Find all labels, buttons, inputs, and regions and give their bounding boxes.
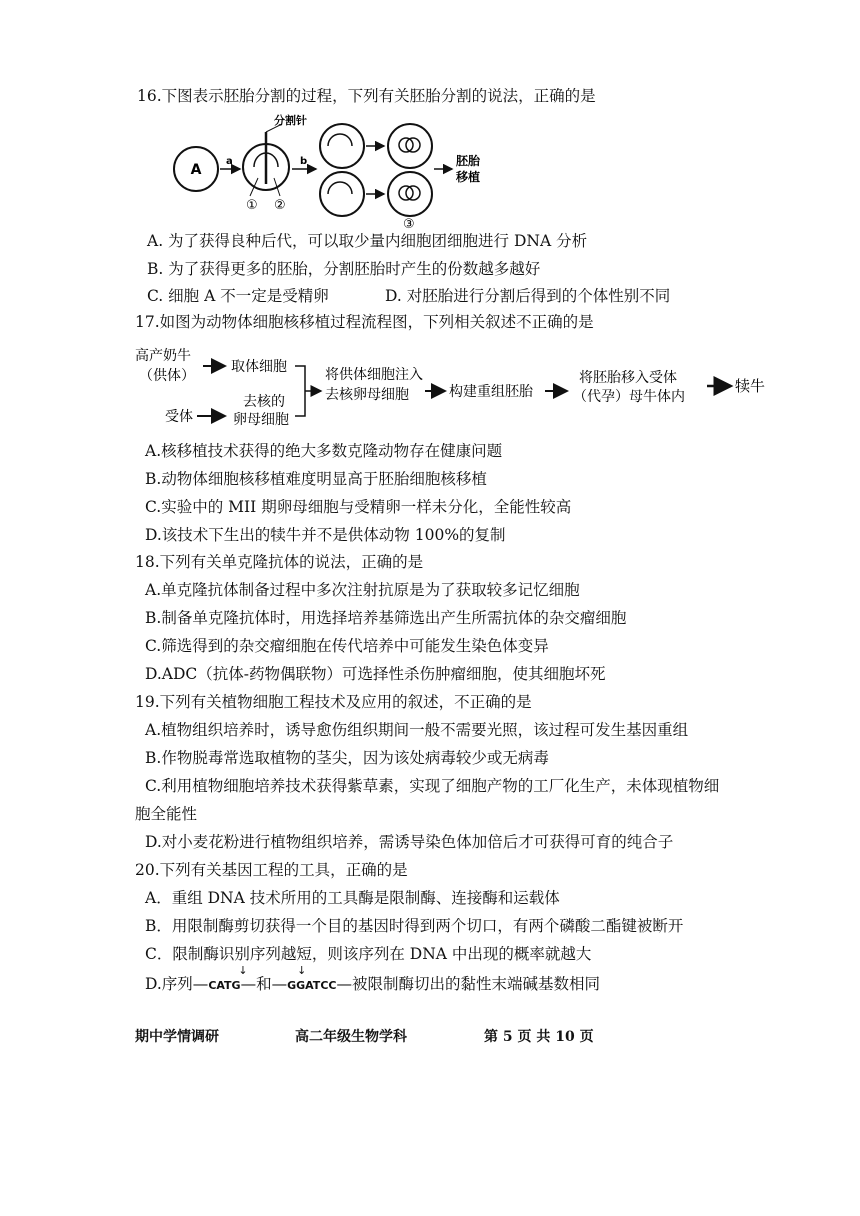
- q20-seq1: [208, 964, 248, 993]
- calf: 犊牛: [735, 377, 766, 395]
- donor-line2: （供体）: [139, 368, 195, 384]
- q18-option-c: C.筛选得到的杂交瘤细胞在传代培养中可能发生染色体变异: [145, 637, 549, 655]
- inject-line1: 将供体细胞注入: [325, 367, 423, 383]
- q19-stem: 19.下列有关植物细胞工程技术及应用的叙述，不正确的是: [135, 693, 532, 711]
- q20-seq2: [287, 964, 337, 993]
- transfer-line2: （代孕）母牛体内: [573, 389, 685, 405]
- q20-option-d-mid: —和—: [240, 975, 288, 993]
- q19-option-c-cont: 胞全能性: [135, 805, 198, 823]
- mark-3: ③: [403, 217, 415, 230]
- q16-option-b: B. 为了获得更多的胚胎，分割胚胎时产生的份数越多越好: [147, 260, 541, 278]
- cell-a-label: A: [190, 162, 202, 178]
- footer-page: 第 5 页 共 10 页: [484, 1029, 594, 1045]
- q17-option-d: D.该技术下生出的犊牛并不是供体动物 100%的复制: [145, 526, 506, 544]
- q20-option-b: B．用限制酶剪切获得一个目的基因时得到两个切口，有两个磷酸二酯键被断开: [145, 917, 684, 935]
- q19-option-b: B.作物脱毒常选取植物的茎尖，因为该处病毒较少或无病毒: [145, 749, 549, 767]
- q16-option-a: A. 为了获得良种后代，可以取少量内细胞团细胞进行 DNA 分析: [147, 232, 588, 250]
- mark-1: ①: [246, 198, 258, 213]
- needle-label: 分割针: [274, 114, 307, 127]
- embryo-splitting-diagram: [170, 112, 510, 230]
- q20-option-d-suffix: —被限制酶切出的黏性末端碱基数相同: [336, 975, 600, 993]
- q20-option-d: [145, 964, 600, 996]
- q16-option-c: C. 细胞 A 不一定是受精卵: [147, 287, 329, 305]
- transfer-line1: 将胚胎移入受体: [579, 370, 677, 386]
- q20-option-a: A．重组 DNA 技术所用的工具酶是限制酶、连接酶和运载体: [145, 889, 560, 907]
- cut-mark-2: ↓: [297, 964, 307, 977]
- q20-seq2-text: GGATCC: [287, 979, 337, 992]
- q20-seq1-text: CATG: [208, 979, 241, 992]
- arrow-a-label: a: [226, 156, 233, 167]
- footer-left: 期中学情调研: [135, 1029, 219, 1045]
- q19-option-a: A.植物组织培养时，诱导愈伤组织期间一般不需要光照，该过程可发生基因重组: [145, 721, 689, 739]
- recipient: 受体: [165, 409, 193, 425]
- q20-option-d-prefix: D.序列—: [145, 975, 209, 993]
- enucleated-line2: 卵母细胞: [233, 412, 289, 428]
- footer-center: 高二年级生物学科: [295, 1029, 407, 1045]
- cut-mark-1: ↓: [238, 964, 248, 977]
- q19-option-c: C.利用植物细胞培养技术获得紫草素，实现了细胞产物的工厂化生产，未体现植物细: [145, 777, 720, 795]
- q16-stem: 16.下图表示胚胎分割的过程，下列有关胚胎分割的说法，正确的是: [137, 87, 596, 105]
- q16-option-d: D. 对胚胎进行分割后得到的个体性别不同: [385, 287, 671, 305]
- build-embryo: 构建重组胚胎: [449, 384, 533, 400]
- inject-line2: 去核卵母细胞: [325, 387, 409, 403]
- enucleated-line1: 去核的: [243, 394, 285, 410]
- q20-stem: 20.下列有关基因工程的工具，正确的是: [135, 861, 408, 879]
- q17-stem: 17.如图为动物体细胞核移植过程流程图，下列相关叙述不正确的是: [135, 313, 594, 331]
- arrow-b-label: b: [300, 156, 308, 167]
- q18-option-d: D.ADC（抗体-药物偶联物）可选择性杀伤肿瘤细胞，使其细胞坏死: [145, 665, 606, 683]
- take-cell: 取体细胞: [231, 359, 287, 375]
- q18-option-b: B.制备单克隆抗体时，用选择培养基筛选出产生所需抗体的杂交瘤细胞: [145, 609, 627, 627]
- q18-option-a: A.单克隆抗体制备过程中多次注射抗原是为了获取较多记忆细胞: [145, 581, 580, 599]
- q20-option-c: C．限制酶识别序列越短，则该序列在 DNA 中出现的概率就越大: [145, 945, 592, 963]
- q19-option-d: D.对小麦花粉进行植物组织培养，需诱导染色体加倍后才可获得可育的纯合子: [145, 833, 674, 851]
- mark-2: ②: [274, 198, 286, 213]
- q18-stem: 18.下列有关单克隆抗体的说法，正确的是: [135, 553, 424, 571]
- q17-option-a: A.核移植技术获得的绝大多数克隆动物存在健康问题: [145, 442, 503, 460]
- result-line1: 胚胎: [456, 154, 481, 168]
- nuclear-transfer-flowchart: [135, 342, 775, 432]
- donor-line1: 高产奶牛: [135, 348, 191, 364]
- q17-option-c: C.实验中的 MII 期卵母细胞与受精卵一样未分化，全能性较高: [145, 498, 572, 516]
- q17-option-b: B.动物体细胞核移植难度明显高于胚胎细胞核移植: [145, 470, 487, 488]
- result-line2: 移植: [456, 170, 481, 184]
